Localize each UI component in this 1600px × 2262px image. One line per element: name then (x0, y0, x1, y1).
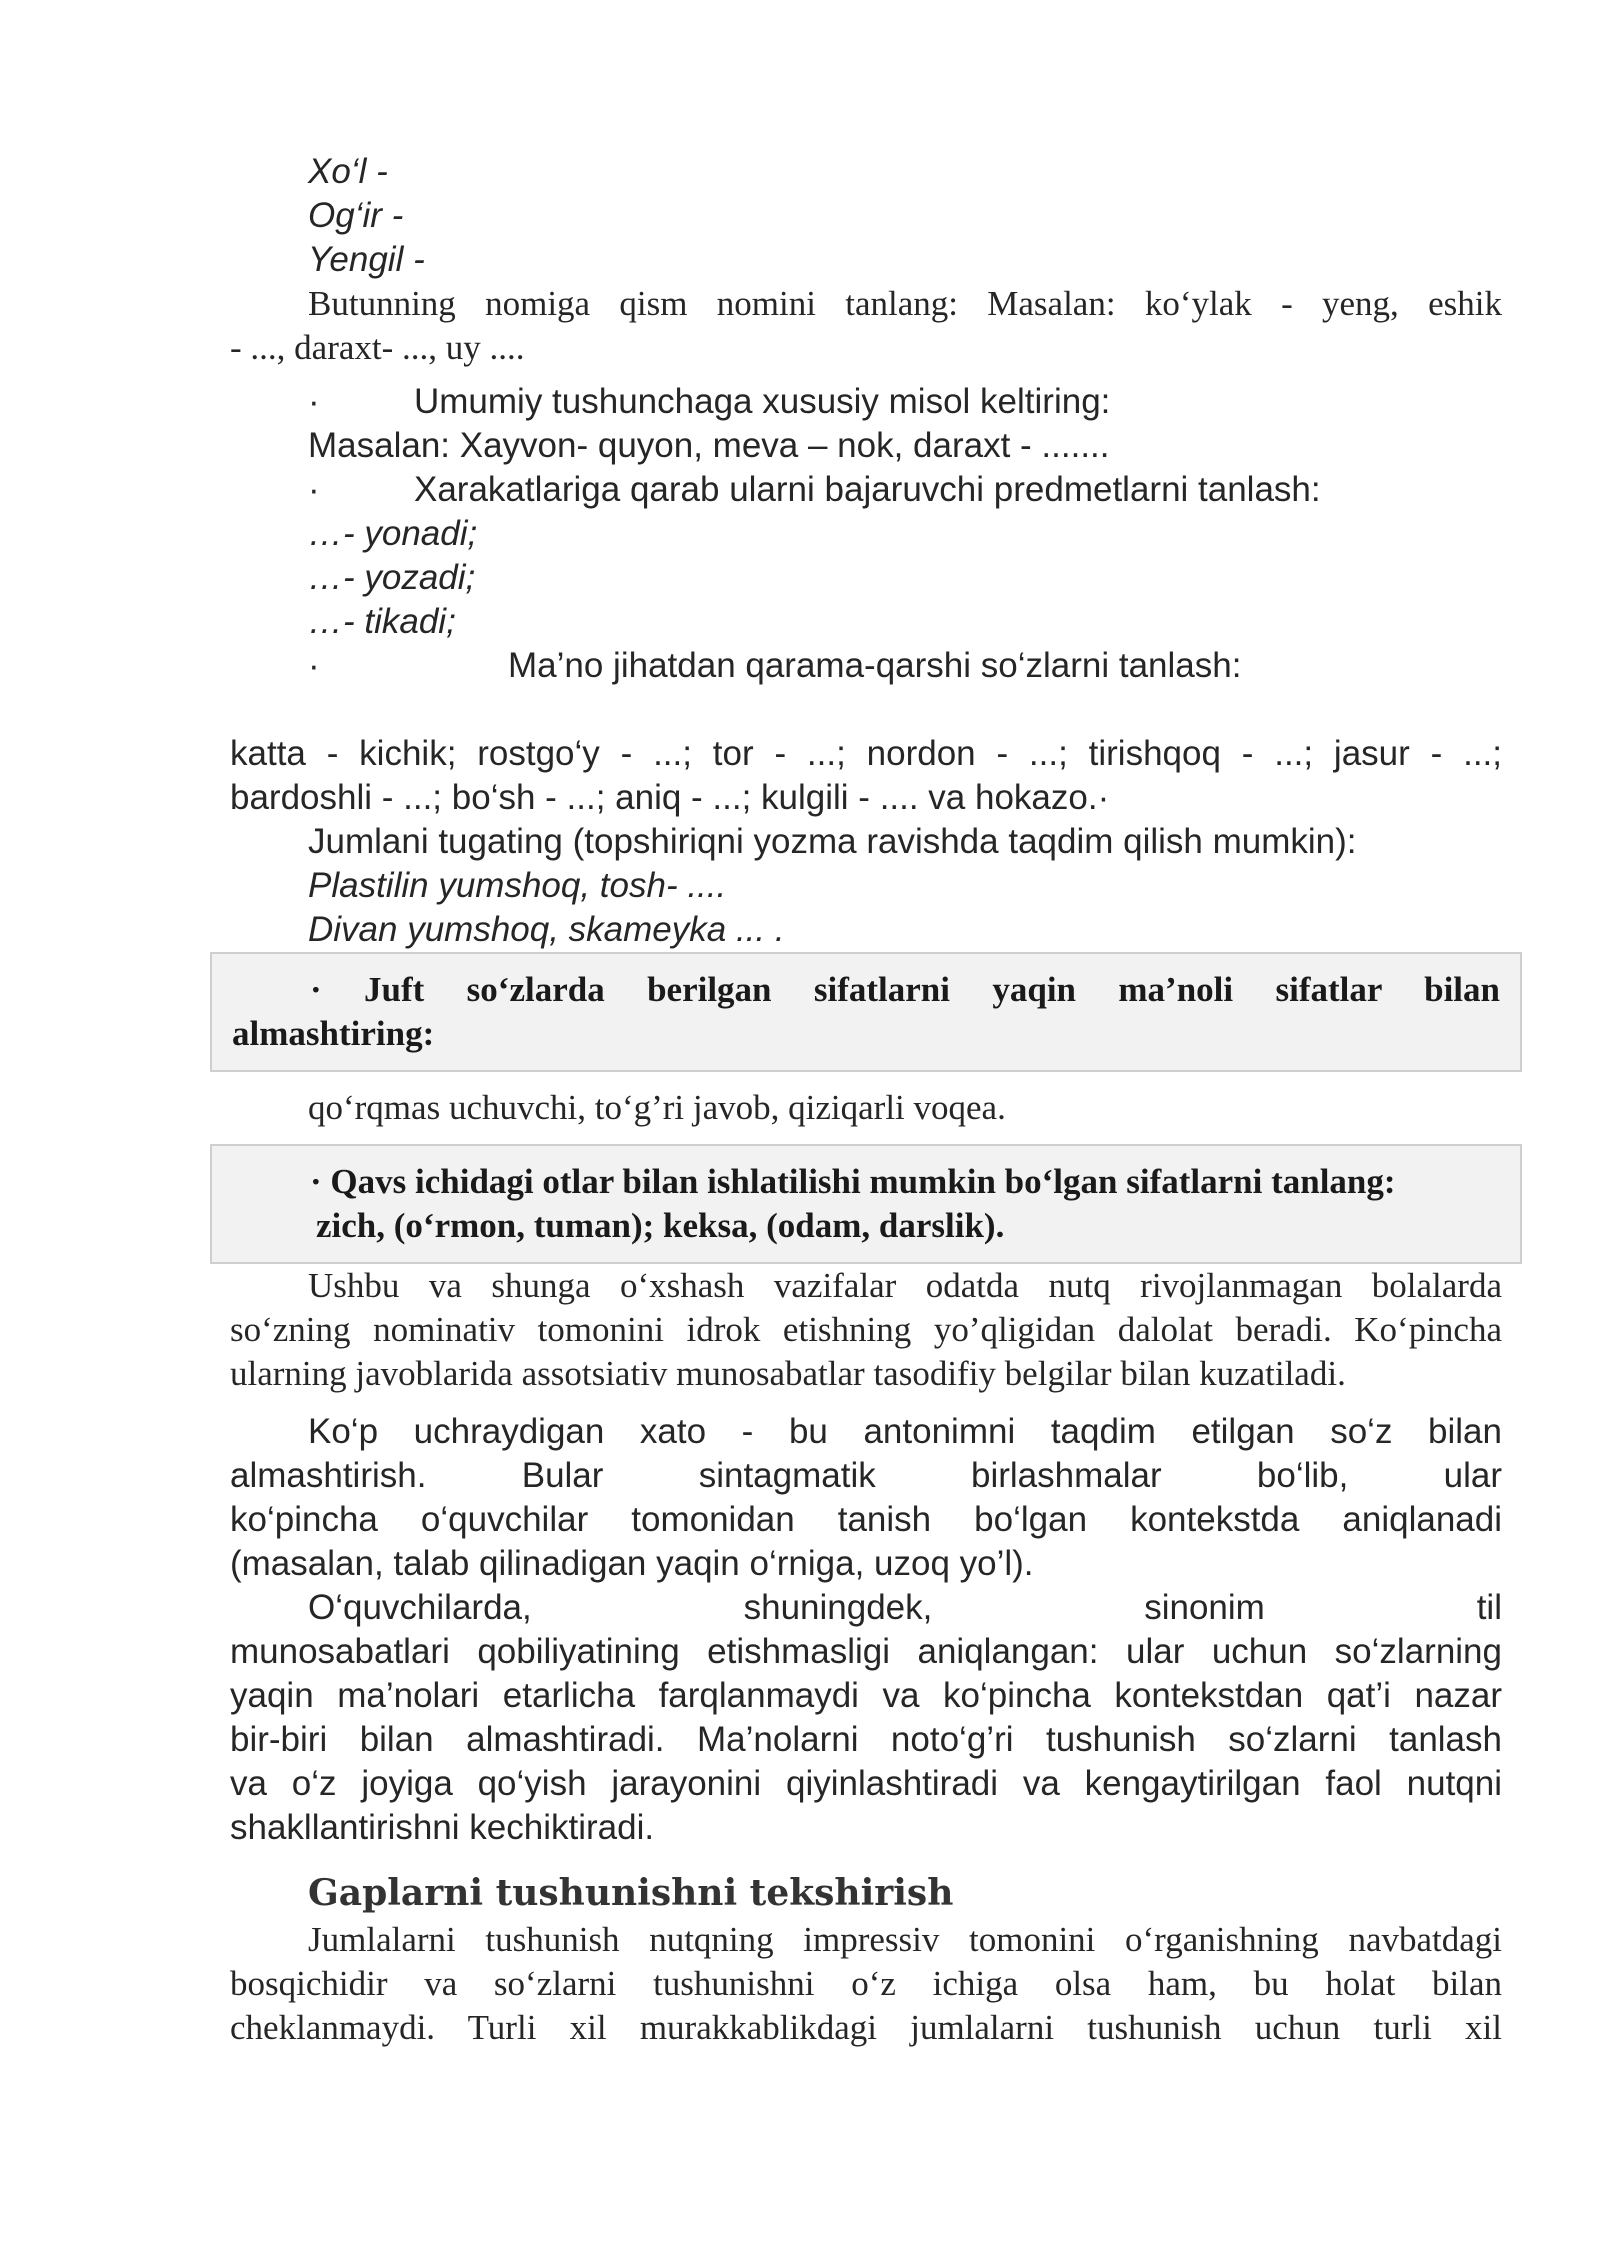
word-line: Og‘ir - (308, 196, 404, 235)
task3-item: …- yonadi; (308, 514, 478, 553)
word-line: Xo‘l - (308, 152, 388, 191)
para4-line3: cheklanmaydi. Turli xil murakkablikdagi jumlalarni tushunish uchun turli xil (230, 2008, 1502, 2047)
section-heading: Gaplarni tushunishni tekshirish (308, 1872, 954, 1914)
para3-line2: munosabatlari qobiliyatining etishmasligi aniqlangan: ular uchun so‘zlarning (230, 1632, 1502, 1671)
box1-answer: qo‘rqmas uchuvchi, to‘g’ri javob, qiziqarli voqea. (308, 1088, 1006, 1127)
para1-line2: so‘zning nominativ tomonini idrok etishning yo’qligidan dalolat beradi. Ko‘pincha (230, 1310, 1502, 1349)
bullet-dot: · (308, 382, 320, 421)
para2-line1: Ko‘p uchraydigan xato - bu antonimni taqdim etilgan so‘z bilan (308, 1412, 1502, 1451)
para2-line2: almashtirish. Bular sintagmatik birlashmalar bo‘lib, ular (230, 1456, 1502, 1495)
para3-line5: va o‘z joyiga qo‘yish jarayonini qiyinlashtiradi va kengaytirilgan faol nutqni (230, 1764, 1502, 1803)
box2-line1: · Qavs ichidagi otlar bilan ishlatilishi mumkin bo‘lgan sifatlarni tanlang: (310, 1162, 1396, 1201)
para3-line3: yaqin ma’nolari etarlicha farqlanmaydi va ko‘pincha kontekstdan qat’i nazar (230, 1676, 1502, 1715)
task5-item: Divan yumshoq, skameyka ... . (308, 910, 785, 949)
para4-line2: bosqichidir va so‘zlarni tushunishni o‘z ichiga olsa ham, bu holat bilan (230, 1964, 1502, 2003)
task1-line1: Butunning nomiga qism nomini tanlang: Masalan: ko‘ylak - yeng, eshik (308, 284, 1502, 323)
para4-line1: Jumlalarni tushunish nutqning impressiv tomonini o‘rganishning navbatdagi (308, 1920, 1502, 1959)
bullet-dot: · (308, 646, 320, 685)
task4-line1: katta - kichik; rostgo‘y - ...; tor - ...; nordon - ...; tirishqoq - ...; jasur - ...; (230, 734, 1502, 773)
box2-line2: zich, (o‘rmon, tuman); keksa, (odam, darslik). (316, 1206, 1005, 1245)
task3-item: …- tikadi; (308, 602, 456, 641)
task2-bullet-item (230, 380, 1502, 424)
task3-title: Xarakatlariga qarab ularni bajaruvchi predmetlarni tanlash: (414, 470, 1321, 509)
para2-line3: ko‘pincha o‘quvchilar tomonidan tanish bo‘lgan kontekstda aniqlanadi (230, 1500, 1502, 1539)
para1-line1: Ushbu va shunga o‘xshash vazifalar odatda nutq rivojlanmagan bolalarda (308, 1266, 1502, 1305)
task3-bullet-item (230, 468, 1502, 512)
para1-line3: ularning javoblarida assotsiativ munosabatlar tasodifiy belgilar bilan kuzatiladi. (230, 1354, 1346, 1393)
task2-title: Umumiy tushunchaga xususiy misol keltiring: (414, 382, 1111, 421)
document-page (230, 150, 1502, 2050)
task3-item: …- yozadi; (308, 558, 476, 597)
task-box-synonyms (210, 952, 1522, 1072)
bullet-dot: · (308, 470, 320, 509)
task2-example: Masalan: Xayvon- quyon, meva – nok, daraxt - ....... (308, 426, 1110, 465)
task4-line2: bardoshli - ...; bo‘sh - ...; aniq - ...; kulgili - .... va hokazo.· (230, 778, 1110, 817)
para2-line4: (masalan, talab qilinadigan yaqin o‘rniga, uzoq yo’l). (230, 1544, 1034, 1583)
task4-title: Ma’no jihatdan qarama-qarshi so‘zlarni tanlash: (508, 646, 1242, 685)
task1-line2: - ..., daraxt- ..., uy .... (230, 328, 525, 367)
task5-item: Plastilin yumshoq, tosh- .... (308, 866, 727, 905)
para3-line6: shakllantirishni kechiktiradi. (230, 1808, 655, 1847)
task5-title: Jumlani tugating (topshiriqni yozma ravishda taqdim qilish mumkin): (308, 822, 1357, 861)
word-line: Yengil - (308, 240, 425, 279)
box1-line2: almashtiring: (232, 1014, 435, 1053)
task4-bullet-item (230, 644, 1502, 688)
para3-line4: bir-biri bilan almashtiradi. Ma’nolarni noto‘g’ri tushunish so‘zlarni tanlash (230, 1720, 1502, 1759)
task-box-adjectives (210, 1144, 1522, 1264)
para3-line1: O‘quvchilarda, shuningdek, sinonim til (308, 1588, 1502, 1627)
box1-line1: · Juft so‘zlarda berilgan sifatlarni yaqin ma’noli sifatlar bilan (310, 970, 1500, 1009)
